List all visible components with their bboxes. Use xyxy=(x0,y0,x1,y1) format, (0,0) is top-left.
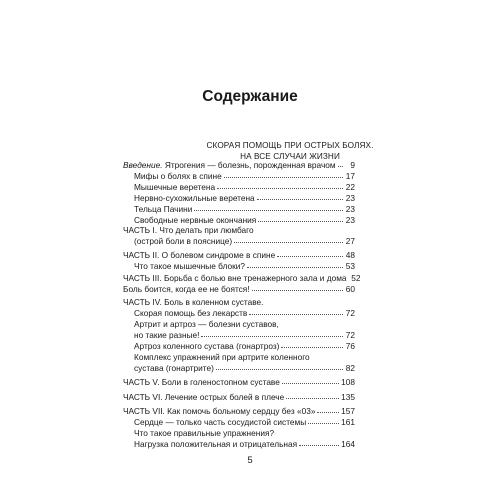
toc-entry xyxy=(134,193,355,204)
toc-entry xyxy=(134,352,355,363)
toc-entry-page: 9 xyxy=(350,160,355,170)
toc-entry-text: Скорая помощь без лекарств xyxy=(134,308,248,318)
leader-dots xyxy=(224,177,343,178)
toc-entry-page: 60 xyxy=(345,284,355,294)
page-number: 5 xyxy=(247,455,253,466)
toc-entry xyxy=(134,261,355,272)
leader-dots xyxy=(247,267,343,268)
leader-dots xyxy=(257,199,343,200)
toc-entry-text: но такие разные! xyxy=(134,330,200,340)
toc-entry xyxy=(134,341,355,352)
toc-entry-text: ЧАСТЬ V. Боли в голеностопном суставе xyxy=(123,377,280,387)
leader-dots xyxy=(217,188,343,189)
toc-entry-text: ЧАСТЬ VII. Как помочь больному сердцу без «03» xyxy=(123,406,316,416)
toc-entry-page: 82 xyxy=(345,363,355,373)
toc-entry-text: Нервно-сухожильные веретена xyxy=(134,193,255,203)
toc-entry-page: 23 xyxy=(345,215,355,225)
toc-entry xyxy=(134,428,355,439)
toc-entry-page: 72 xyxy=(345,308,355,318)
toc-entry-text: Что такое мышечные блоки? xyxy=(134,261,245,271)
toc-entry-text: Свободные нервные окончания xyxy=(134,215,257,225)
toc-entry-text: сустава (гонартрите) xyxy=(134,363,214,373)
leader-dots xyxy=(308,423,339,424)
toc-entry xyxy=(134,319,355,330)
toc-entry-page: 23 xyxy=(345,204,355,214)
leader-dots xyxy=(249,314,343,315)
leader-dots xyxy=(201,336,343,337)
toc-entry xyxy=(123,284,355,295)
toc-entry-part-5 xyxy=(123,377,355,388)
leader-dots xyxy=(252,290,343,291)
toc-entry-text: Комплекс упражнений при артрите коленного xyxy=(134,352,310,362)
toc-entry-text: Артроз коленного сустава (гонартроз) xyxy=(134,341,280,351)
toc-entry-page: 76 xyxy=(345,341,355,351)
leader-dots xyxy=(299,445,339,446)
toc-entry-page: 161 xyxy=(341,417,355,427)
toc-entry-text: Сердце — только часть сосудистой системы xyxy=(134,417,307,427)
toc-entry-part-2 xyxy=(123,250,355,261)
toc-entry xyxy=(134,236,355,247)
toc-entry-text: Мышечные веретена xyxy=(134,182,216,192)
toc-entry-page: 23 xyxy=(345,193,355,203)
toc-entry-text: ЧАСТЬ III. Борьба с болью вне тренажерного зала и дома xyxy=(123,273,347,283)
leader-dots xyxy=(281,347,343,348)
toc-entry-text: Тельца Пачини xyxy=(134,204,193,214)
section-title-line-2: НА ВСЕ СЛУЧАИ ЖИЗНИ xyxy=(240,152,340,161)
toc-entry-page: 157 xyxy=(341,406,355,416)
leader-dots xyxy=(277,256,343,257)
toc-entry-text: Нагрузка положительная и отрицательная xyxy=(134,439,298,449)
toc-entry xyxy=(134,330,355,341)
toc-entry-page: 53 xyxy=(345,261,355,271)
toc-entry-text: Что такое правильные упражнения? xyxy=(134,428,275,438)
leader-dots xyxy=(216,369,343,370)
toc-entry-page: 48 xyxy=(345,250,355,260)
toc-entry-introduction xyxy=(123,160,355,171)
toc-entry-page: 164 xyxy=(341,439,355,449)
toc-entry-text: Мифы о болях в спине xyxy=(134,171,222,181)
section-title-line-1: СКОРАЯ ПОМОЩЬ ПРИ ОСТРЫХ БОЛЯХ. xyxy=(206,141,374,150)
leader-dots xyxy=(317,412,339,413)
toc-entry xyxy=(134,204,355,215)
toc-entry xyxy=(134,182,355,193)
toc-entry-part-6 xyxy=(123,392,355,403)
toc-entry xyxy=(134,308,355,319)
toc-entry-page: 27 xyxy=(345,236,355,246)
toc-entry-text: ЧАСТЬ IV. Боль в коленном суставе. xyxy=(123,297,264,307)
toc-entry xyxy=(134,439,355,450)
toc-entry-text: ЧАСТЬ VI. Лечение острых болей в плече xyxy=(123,392,285,402)
toc-entry-text: ЧАСТЬ II. О болевом синдроме в спине xyxy=(123,250,276,260)
toc-entry-text: Ятрогения — болезнь, порожденная врачом xyxy=(162,160,336,170)
leader-dots xyxy=(338,166,343,167)
leader-dots xyxy=(282,383,339,384)
toc-entry-page: 52 xyxy=(351,273,361,283)
toc-entry-text: (острой боли в пояснице) xyxy=(134,236,233,246)
leader-dots xyxy=(194,210,343,211)
toc-entry-page: 17 xyxy=(345,171,355,181)
toc-entry-text: Артрит и артроз — болезни суставов, xyxy=(134,319,279,329)
toc-entry-part-7 xyxy=(123,406,355,417)
toc-entry-page: 108 xyxy=(341,377,355,387)
leader-dots xyxy=(234,242,343,243)
toc-entry-text: Боль боится, когда ее не боятся! xyxy=(123,284,250,294)
toc-entry xyxy=(134,417,355,428)
toc-entry xyxy=(134,171,355,182)
leader-dots xyxy=(286,398,339,399)
toc-entry-prefix: Введение. xyxy=(123,160,163,170)
toc-entry-page: 72 xyxy=(345,330,355,340)
toc-entry-text: ЧАСТЬ I. Что делать при люмбаго xyxy=(123,225,254,235)
toc-entry-page: 135 xyxy=(341,392,355,402)
leader-dots xyxy=(258,221,343,222)
toc-entry-part-1 xyxy=(123,225,355,236)
toc-entry xyxy=(134,363,355,374)
toc-entry-part-4 xyxy=(123,297,355,308)
page-title: Содержание xyxy=(202,88,298,105)
toc-entry-page: 22 xyxy=(345,182,355,192)
toc-entry-part-3 xyxy=(123,273,361,284)
